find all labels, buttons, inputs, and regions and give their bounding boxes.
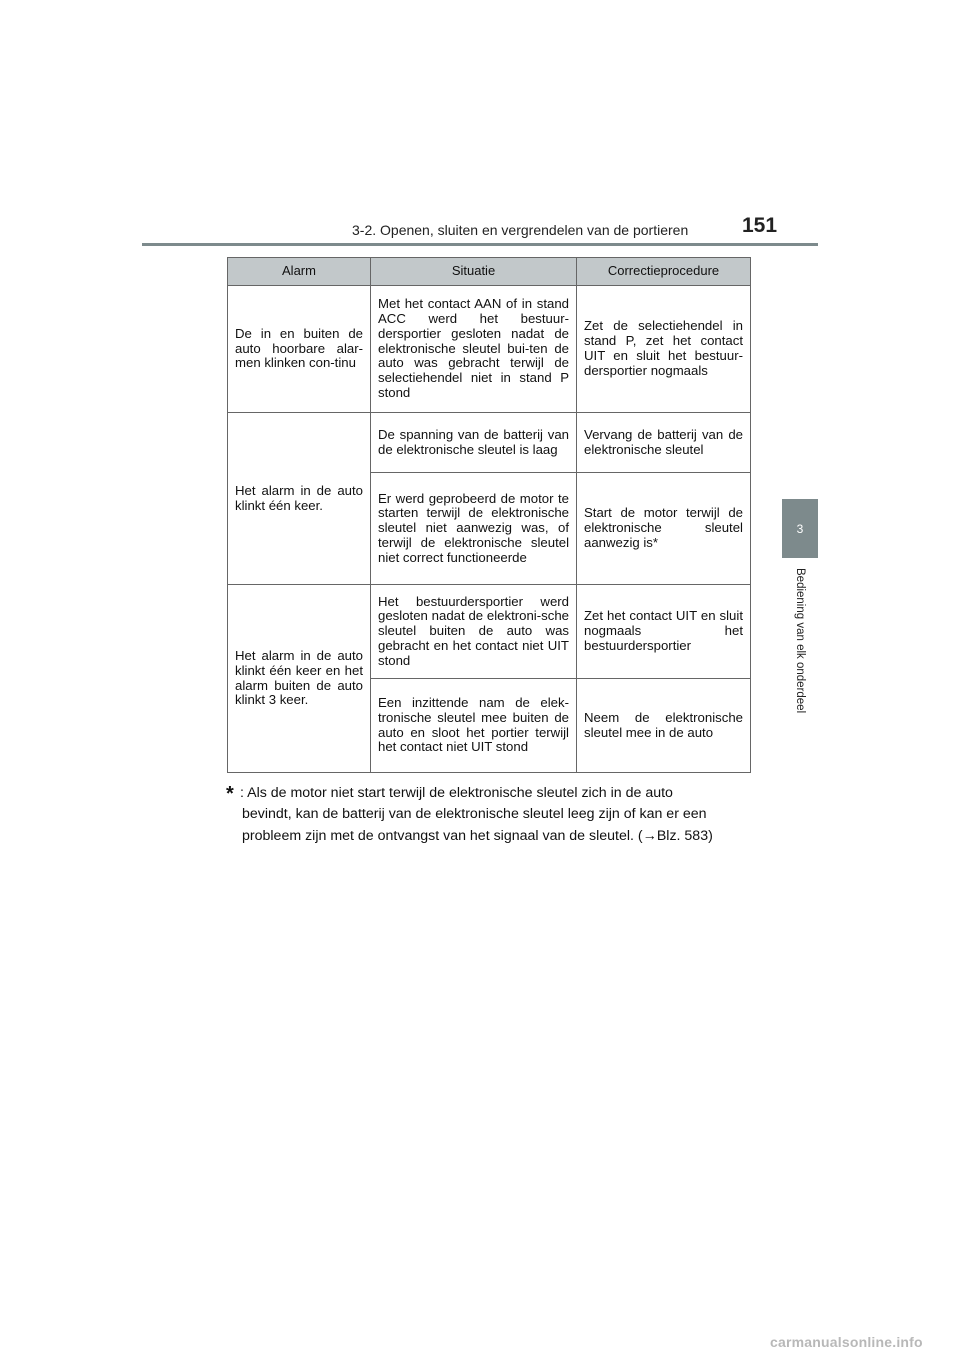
chapter-tab: 3 xyxy=(782,499,818,558)
table-row xyxy=(228,286,751,413)
correction-cell: Start de motor terwijl de elektronische sleutel aanwezig is* xyxy=(577,473,751,585)
column-header-correction: Correctieprocedure xyxy=(577,258,751,286)
situation-cell: De spanning van de batterij van de elektronische sleutel is laag xyxy=(371,413,577,473)
column-header-situation: Situatie xyxy=(371,258,577,286)
section-title: 3-2. Openen, sluiten en vergrendelen van de portieren xyxy=(352,222,689,238)
footnote-marker: * xyxy=(226,783,234,805)
alarm-table xyxy=(227,257,751,773)
alarm-cell: Het alarm in de auto klinkt één keer. xyxy=(228,413,371,585)
header-rule xyxy=(142,243,818,246)
footnote-line-2: bevindt, kan de batterij van de elektronische sleutel leeg zijn of kan er een xyxy=(242,806,707,823)
correction-cell: Neem de elektronische sleutel mee in de auto xyxy=(577,679,751,773)
situation-cell: Een inzittende nam de elek-tronische sleutel mee buiten de auto en sloot het portier terwijl het contact niet UIT stond xyxy=(371,679,577,773)
column-header-alarm: Alarm xyxy=(228,258,371,286)
correction-cell: Vervang de batterij van de elektronische sleutel xyxy=(577,413,751,473)
table-row xyxy=(228,413,751,473)
situation-cell: Er werd geprobeerd de motor te starten terwijl de elektronische sleutel niet aanwezig was, of terwijl de elektronische sleutel niet correct functioneerde xyxy=(371,473,577,585)
situation-cell: Het bestuurdersportier werd gesloten nadat de elektroni-sche sleutel buiten de auto was gebracht en het contact niet UIT stond xyxy=(371,585,577,679)
footnote-line-3: probleem zijn met de ontvangst van het signaal van de sleutel. (→Blz. 583) xyxy=(242,827,713,844)
correction-cell: Zet de selectiehendel in stand P, zet het contact UIT en sluit het bestuur-dersportier nogmaals xyxy=(577,286,751,413)
situation-cell: Met het contact AAN of in stand ACC werd het bestuur-dersportier gesloten nadat de elektronische sleutel bui-ten de auto was gebracht terwijl de selectiehendel niet in stand P stond xyxy=(371,286,577,413)
chapter-label: Bediening van elk onderdeel xyxy=(794,568,806,714)
page-number: 151 xyxy=(742,214,778,237)
correction-cell: Zet het contact UIT en sluit nogmaals het bestuurdersportier xyxy=(577,585,751,679)
footnote-line-1: : Als de motor niet start terwijl de elektronische sleutel zich in de auto xyxy=(240,785,673,801)
table-header-row xyxy=(228,258,751,286)
alarm-cell: De in en buiten de auto hoorbare alar-men klinken con-tinu xyxy=(228,286,371,413)
watermark-text: carmanualsonline.info xyxy=(770,1334,923,1350)
footnote xyxy=(226,783,746,847)
table-row xyxy=(228,585,751,679)
alarm-cell: Het alarm in de auto klinkt één keer en het alarm buiten de auto klinkt 3 keer. xyxy=(228,585,371,773)
